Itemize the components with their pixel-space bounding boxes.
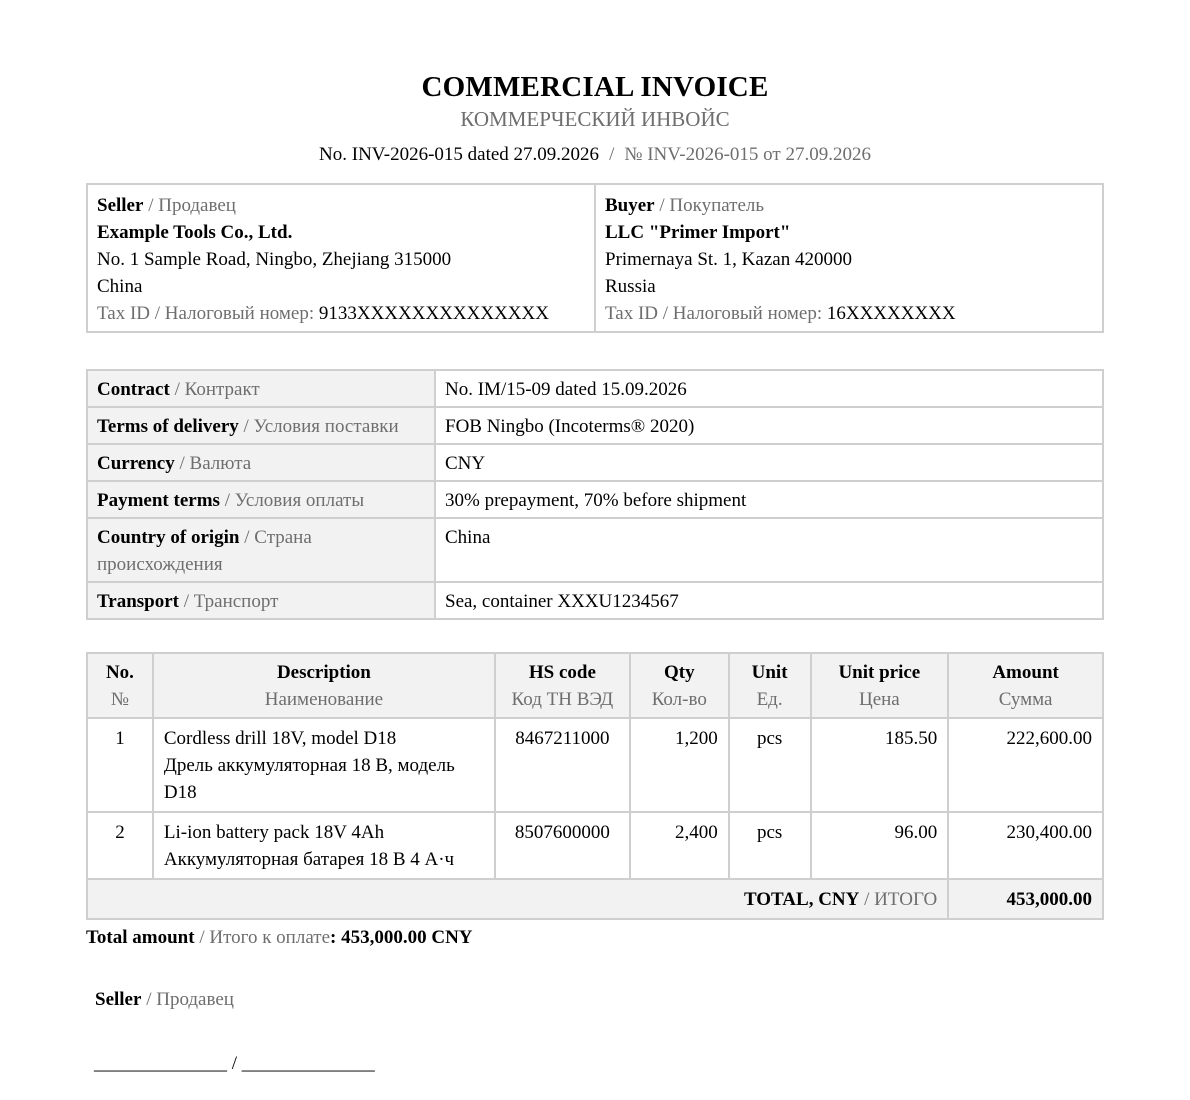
item-unit: pcs (729, 718, 811, 812)
invoice-number-line (0, 142, 1190, 168)
terms-value: 30% prepayment, 70% before shipment (435, 481, 1103, 518)
terms-label (87, 407, 435, 444)
terms-label-en: Terms of delivery (97, 416, 239, 437)
total-amount-line (86, 924, 473, 952)
terms-table (86, 369, 1104, 620)
items-header-row (87, 653, 1103, 718)
total-amount-label-ru: / Итого к оплате (199, 927, 331, 948)
parties-table (86, 183, 1104, 333)
terms-value: FOB Ningbo (Incoterms® 2020) (435, 407, 1103, 444)
item-description (153, 812, 495, 879)
column-header-unit: Unit Ед. (729, 653, 811, 718)
terms-value: CNY (435, 444, 1103, 481)
signature-label-ru: / Продавец (146, 989, 234, 1010)
table-row (87, 718, 1103, 812)
column-header-qty: Qty Кол-во (630, 653, 729, 718)
item-hs-code: 8467211000 (495, 718, 630, 812)
buyer-label-ru: / Покупатель (659, 195, 765, 216)
item-amount: 222,600.00 (948, 718, 1103, 812)
column-header-description: Description Наименование (153, 653, 495, 718)
signature-line: ______________ / ______________ (94, 1053, 375, 1074)
terms-label-en: Country of origin (97, 527, 240, 548)
terms-label-ru: / Условия оплаты (224, 490, 365, 511)
seller-country: China (97, 276, 143, 297)
terms-label-ru: / Страна происхождения (97, 527, 312, 575)
page-subtitle: КОММЕРЧЕСКИЙ ИНВОЙС (460, 107, 730, 131)
invoice-number-ru: № INV-2026-015 от 27.09.2026 (624, 144, 871, 165)
terms-label-en: Transport (97, 591, 179, 612)
terms-row-origin (87, 518, 1103, 582)
terms-label-ru: / Валюта (179, 453, 252, 474)
terms-row-payment (87, 481, 1103, 518)
item-no: 2 (87, 812, 153, 879)
table-row (87, 812, 1103, 879)
signature-label-en: Seller (95, 989, 142, 1010)
signature-label (95, 986, 234, 1014)
item-hs-code: 8507600000 (495, 812, 630, 879)
terms-value: Sea, container XXXU1234567 (435, 582, 1103, 619)
column-header-no: No. № (87, 653, 153, 718)
total-amount-value: : 453,000.00 CNY (330, 927, 473, 948)
terms-label (87, 370, 435, 407)
seller-tax-label: Tax ID / Налоговый номер: (97, 303, 315, 324)
seller-block (87, 184, 595, 332)
total-label-en: TOTAL, CNY (743, 889, 860, 910)
terms-label (87, 582, 435, 619)
terms-label-en: Contract (97, 379, 170, 400)
invoice-header (0, 70, 1190, 168)
seller-label-ru: / Продавец (148, 195, 236, 216)
terms-row-delivery (87, 407, 1103, 444)
column-header-amount: Amount Сумма (948, 653, 1103, 718)
buyer-address: Primernaya St. 1, Kazan 420000 (605, 249, 852, 270)
item-unit-price: 185.50 (811, 718, 949, 812)
seller-address: No. 1 Sample Road, Ningbo, Zhejiang 315000 (97, 249, 452, 270)
items-table (86, 652, 1104, 920)
page-title: COMMERCIAL INVOICE (421, 71, 769, 103)
item-description-ru: Аккумуляторная батарея 18 В 4 А·ч (163, 849, 455, 870)
invoice-number-separator: / (609, 144, 615, 165)
buyer-country: Russia (605, 276, 656, 297)
item-qty: 2,400 (630, 812, 729, 879)
terms-label (87, 444, 435, 481)
total-label-ru: / ИТОГО (864, 889, 938, 910)
invoice-number-en: No. INV-2026-015 dated 27.09.2026 (319, 144, 600, 165)
terms-label (87, 481, 435, 518)
item-unit-price: 96.00 (811, 812, 949, 879)
terms-label-en: Payment terms (97, 490, 220, 511)
item-description-en: Cordless drill 18V, model D18 (163, 728, 397, 749)
buyer-label: Buyer (605, 195, 655, 216)
total-label (87, 879, 948, 919)
column-header-hs-code: HS code Код ТН ВЭД (495, 653, 630, 718)
column-header-unit-price: Unit price Цена (811, 653, 949, 718)
item-amount: 230,400.00 (948, 812, 1103, 879)
seller-name: Example Tools Co., Ltd. (97, 222, 293, 243)
item-no: 1 (87, 718, 153, 812)
buyer-name: LLC "Primer Import" (605, 222, 791, 243)
total-row (87, 879, 1103, 919)
terms-label-ru: / Транспорт (183, 591, 279, 612)
item-description (153, 718, 495, 812)
seller-label: Seller (97, 195, 144, 216)
terms-label-ru: / Контракт (174, 379, 260, 400)
buyer-tax-value: 16XXXXXXXX (826, 303, 956, 324)
terms-value: China (435, 518, 1103, 582)
item-description-ru: Дрель аккумуляторная 18 В, модель D18 (163, 755, 455, 803)
terms-label-en: Currency (97, 453, 175, 474)
item-qty: 1,200 (630, 718, 729, 812)
terms-row-currency (87, 444, 1103, 481)
terms-label (87, 518, 435, 582)
total-value: 453,000.00 (948, 879, 1103, 919)
terms-row-transport (87, 582, 1103, 619)
terms-label-ru: / Условия поставки (243, 416, 399, 437)
seller-tax-value: 9133XXXXXXXXXXXXXX (318, 303, 549, 324)
total-amount-label: Total amount (86, 927, 195, 948)
buyer-block (595, 184, 1103, 332)
item-unit: pcs (729, 812, 811, 879)
buyer-tax-label: Tax ID / Налоговый номер: (605, 303, 823, 324)
item-description-en: Li-ion battery pack 18V 4Ah (163, 822, 385, 843)
terms-value: No. IM/15-09 dated 15.09.2026 (435, 370, 1103, 407)
terms-row-contract (87, 370, 1103, 407)
